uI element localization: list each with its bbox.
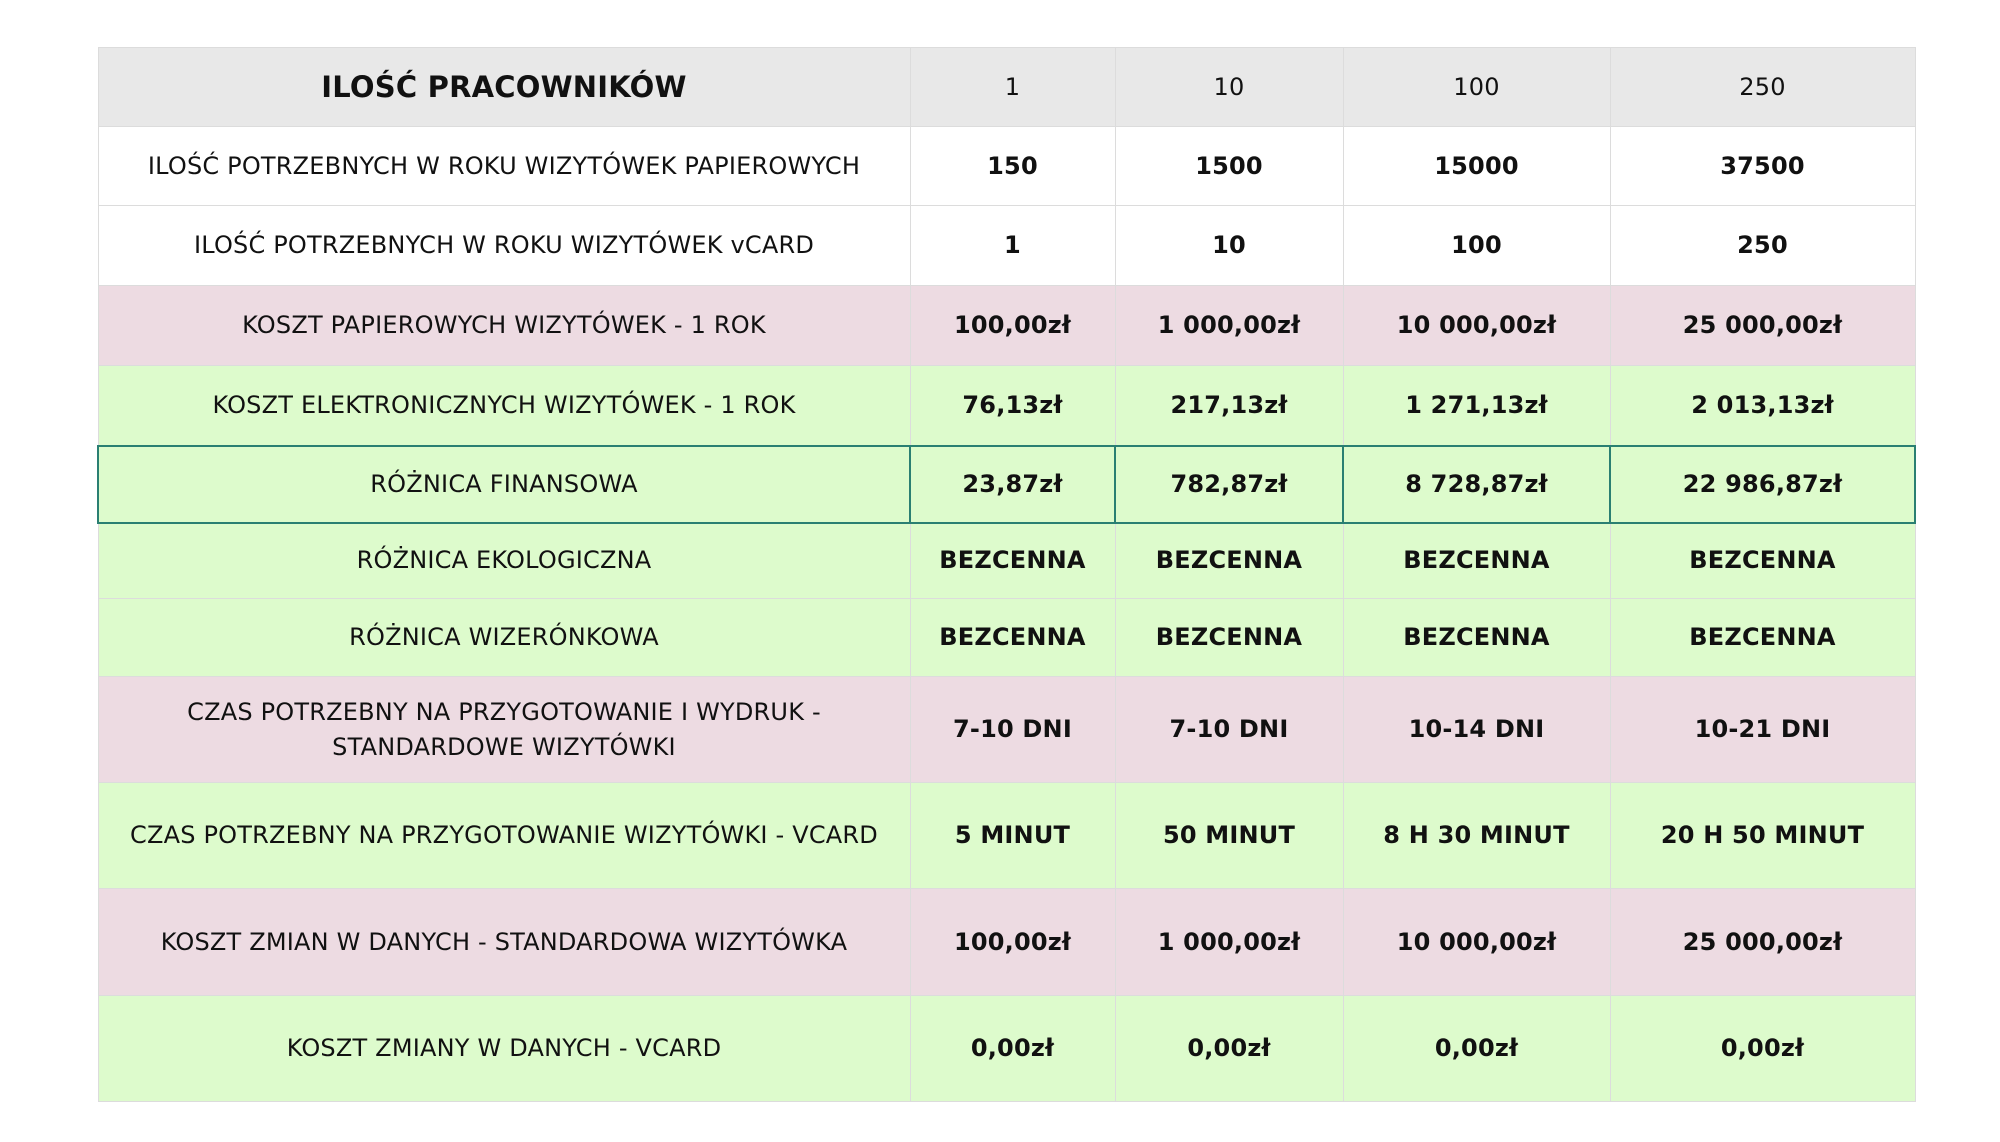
- cell-value: 8 H 30 MINUT: [1343, 783, 1610, 889]
- cell-value: 10 000,00zł: [1343, 889, 1610, 996]
- cell-value: 782,87zł: [1115, 446, 1343, 523]
- cell-value: 25 000,00zł: [1610, 286, 1915, 366]
- row-label: [98, 677, 910, 783]
- cell-value: 100,00zł: [910, 889, 1115, 996]
- cell-value: 76,13zł: [910, 366, 1115, 446]
- cell-value: 2 013,13zł: [1610, 366, 1915, 446]
- cell-value: 10 000,00zł: [1343, 286, 1610, 366]
- row-label: CZAS POTRZEBNY NA PRZYGOTOWANIE WIZYTÓWKI - VCARD: [98, 783, 910, 889]
- cell-value: 1 000,00zł: [1115, 286, 1343, 366]
- cell-value: 10: [1115, 206, 1343, 286]
- cell-value: 0,00zł: [1115, 996, 1343, 1102]
- row-label: RÓŻNICA WIZERÓNKOWA: [98, 599, 910, 677]
- header-value: 10: [1115, 48, 1343, 127]
- cell-value: 23,87zł: [910, 446, 1115, 523]
- cell-value: BEZCENNA: [910, 523, 1115, 599]
- cell-value: 10-14 DNI: [1343, 677, 1610, 783]
- cell-value: BEZCENNA: [1343, 599, 1610, 677]
- table-row: [98, 783, 1915, 889]
- row-label: KOSZT PAPIEROWYCH WIZYTÓWEK - 1 ROK: [98, 286, 910, 366]
- cell-value: 0,00zł: [1343, 996, 1610, 1102]
- comparison-table: [97, 47, 1916, 1102]
- header-value: 100: [1343, 48, 1610, 127]
- cell-value: 0,00zł: [910, 996, 1115, 1102]
- cell-value: 7-10 DNI: [1115, 677, 1343, 783]
- header-value: 250: [1610, 48, 1915, 127]
- row-label: ILOŚĆ POTRZEBNYCH W ROKU WIZYTÓWEK vCARD: [98, 206, 910, 286]
- cell-value: 150: [910, 127, 1115, 206]
- row-label: KOSZT ZMIAN W DANYCH - STANDARDOWA WIZYTÓWKA: [98, 889, 910, 996]
- cell-value: 1 271,13zł: [1343, 366, 1610, 446]
- row-label: RÓŻNICA FINANSOWA: [98, 446, 910, 523]
- row-label: ILOŚĆ POTRZEBNYCH W ROKU WIZYTÓWEK PAPIEROWYCH: [98, 127, 910, 206]
- cell-value: 5 MINUT: [910, 783, 1115, 889]
- cell-value: BEZCENNA: [1610, 599, 1915, 677]
- table-row: [98, 889, 1915, 996]
- cell-value: 10-21 DNI: [1610, 677, 1915, 783]
- cell-value: BEZCENNA: [1343, 523, 1610, 599]
- row-label-line: STANDARDOWE WIZYTÓWKI: [332, 732, 676, 761]
- table-row: [98, 206, 1915, 286]
- row-label: RÓŻNICA EKOLOGICZNA: [98, 523, 910, 599]
- cell-value: 8 728,87zł: [1343, 446, 1610, 523]
- table-row: [98, 286, 1915, 366]
- table-row: [98, 599, 1915, 677]
- cell-value: BEZCENNA: [1610, 523, 1915, 599]
- cell-value: 100,00zł: [910, 286, 1115, 366]
- table-row: [98, 523, 1915, 599]
- cell-value: 22 986,87zł: [1610, 446, 1915, 523]
- cell-value: 1: [910, 206, 1115, 286]
- cell-value: 37500: [1610, 127, 1915, 206]
- cell-value: 50 MINUT: [1115, 783, 1343, 889]
- cell-value: 217,13zł: [1115, 366, 1343, 446]
- row-label: KOSZT ELEKTRONICZNYCH WIZYTÓWEK - 1 ROK: [98, 366, 910, 446]
- highlighted-row: [98, 446, 1915, 523]
- table-row: [98, 127, 1915, 206]
- cell-value: 1500: [1115, 127, 1343, 206]
- cell-value: BEZCENNA: [1115, 523, 1343, 599]
- header-row: [98, 48, 1915, 127]
- cell-value: BEZCENNA: [1115, 599, 1343, 677]
- cell-value: 100: [1343, 206, 1610, 286]
- table-row: [98, 996, 1915, 1102]
- row-label: KOSZT ZMIANY W DANYCH - VCARD: [98, 996, 910, 1102]
- cell-value: 15000: [1343, 127, 1610, 206]
- cell-value: 20 H 50 MINUT: [1610, 783, 1915, 889]
- cell-value: 250: [1610, 206, 1915, 286]
- cell-value: BEZCENNA: [910, 599, 1115, 677]
- cell-value: 7-10 DNI: [910, 677, 1115, 783]
- header-value: 1: [910, 48, 1115, 127]
- cell-value: 1 000,00zł: [1115, 889, 1343, 996]
- header-label: ILOŚĆ PRACOWNIKÓW: [98, 48, 910, 127]
- row-label-line: CZAS POTRZEBNY NA PRZYGOTOWANIE I WYDRUK -: [187, 697, 821, 726]
- cell-value: 25 000,00zł: [1610, 889, 1915, 996]
- table-row: [98, 677, 1915, 783]
- table-row: [98, 366, 1915, 446]
- cell-value: 0,00zł: [1610, 996, 1915, 1102]
